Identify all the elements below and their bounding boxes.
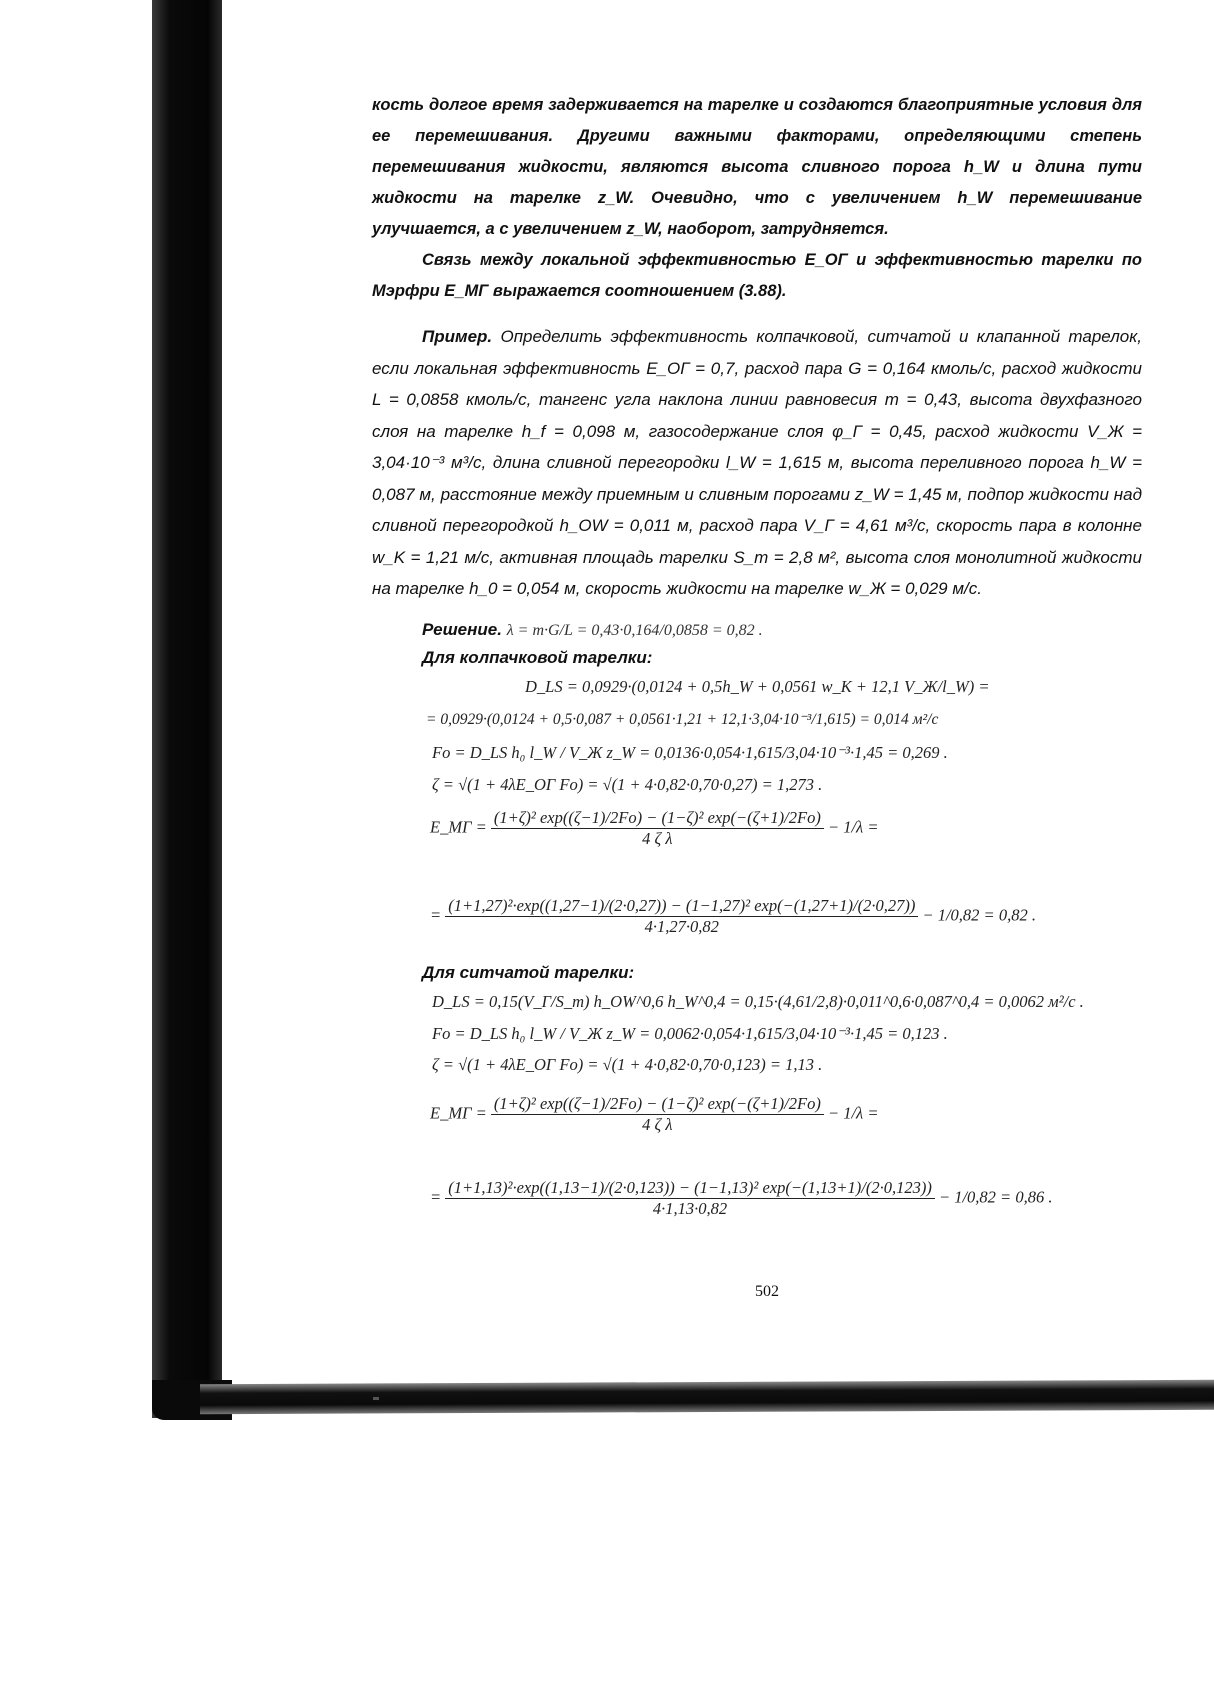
emg-denominator: 4 ζ λ: [642, 829, 673, 848]
page-number: 502: [755, 1283, 779, 1300]
solution-line: [422, 620, 763, 640]
bubble-cap-dls-2: = 0,0929·(0,0124 + 0,5·0,087 + 0,0561·1,21 + 12,1·3,04·10⁻³/1,615) = 0,014 м²/с: [426, 711, 939, 728]
emg-fraction: [491, 808, 824, 849]
calc-denominator: 4·1,27·0,82: [644, 917, 719, 936]
scan-speck: [373, 1397, 379, 1400]
equals-sign: =: [430, 1187, 442, 1207]
sieve-dls: D_LS = 0,15(V_Г/S_т) h_OW^0,6 h_W^0,4 = 0,15·(4,61/2,8)·0,011^0,6·0,087^0,4 = 0,0062 м²/с .: [432, 992, 1084, 1011]
bubble-cap-zeta: ζ = √(1 + 4λE_OГ Fo) = √(1 + 4·0,82·0,70·0,27) = 1,273 .: [432, 775, 823, 794]
example-label: Пример.: [422, 327, 493, 346]
bubble-cap-emg-formula: [430, 808, 878, 849]
sieve-heading: Для ситчатой тарелки:: [422, 963, 635, 982]
emg-numerator: (1+ζ)² exp((ζ−1)/2Fo) − (1−ζ)² exp(−(ζ+1)/2Fo): [491, 1094, 824, 1115]
emg-lhs: E_MГ =: [430, 817, 487, 837]
equals-sign: =: [430, 905, 442, 925]
calc-numerator: (1+1,13)²·exp((1,13−1)/(2·0,123)) − (1−1,13)² exp(−(1,13+1)/(2·0,123)): [445, 1178, 935, 1199]
bubble-cap-emg-calc: [430, 896, 1036, 937]
emg-numerator: (1+ζ)² exp((ζ−1)/2Fo) − (1−ζ)² exp(−(ζ+1)/2Fo): [491, 808, 824, 829]
intro-paragraph-2: Связь между локальной эффективностью E_OГ и эффективностью тарелки по Мэрфри E_MГ выражается соотношением (3.88).: [372, 251, 1142, 300]
emg-fraction: [491, 1094, 824, 1135]
calc-denominator: 4·1,13·0,82: [652, 1199, 728, 1218]
bubble-cap-fo: Fo = D_LS h₀ l_W / V_Ж z_W = 0,0136·0,054·1,615/3,04·10⁻³·1,45 = 0,269 .: [432, 743, 948, 762]
scan-shadow-left: [152, 0, 222, 1418]
sieve-emg-calc: [430, 1178, 1052, 1219]
page-content: [372, 90, 1142, 605]
emg-denominator: 4 ζ λ: [642, 1115, 673, 1134]
sieve-fo: Fo = D_LS h₀ l_W / V_Ж z_W = 0,0062·0,054·1,615/3,04·10⁻³·1,45 = 0,123 .: [432, 1024, 948, 1043]
emg-tail: − 1/λ =: [827, 1103, 879, 1123]
emg-lhs: E_MГ =: [430, 1103, 487, 1123]
sieve-emg-formula: [430, 1094, 878, 1135]
bubble-cap-dls-1: D_LS = 0,0929·(0,0124 + 0,5h_W + 0,0561 w_K + 12,1 V_Ж/l_W) =: [525, 677, 990, 696]
intro-paragraph-1: кость долгое время задерживается на тарелке и создаются благоприятные условия для ее перемешивания. Другими важными факторами, определяющими степень перемешивания жидкости, являются высота сливного порога h_W и длина пути жидкости на тарелке z_W. Очевидно, что с увеличением h_W перемешивание улучшается, а с увеличением z_W, наоборот, затрудняется.: [372, 96, 1142, 238]
example-paragraph: [372, 321, 1142, 605]
solution-label: Решение.: [422, 620, 502, 639]
calc-tail: − 1/0,82 = 0,86 .: [938, 1187, 1053, 1207]
scan-shadow-bottom: [200, 1380, 1214, 1414]
calc-fraction: [445, 896, 918, 937]
example-text: Определить эффективность колпачковой, ситчатой и клапанной тарелок, если локальная эффективность E_OГ = 0,7, расход пара G = 0,164 кмоль/с, расход жидкости L = 0,0858 кмоль/с, тангенс угла наклона линии равновесия m = 0,43, высота двухфазного слоя на тарелке h_f = 0,098 м, газосодержание слоя φ_Г = 0,45, расход жидкости V_Ж = 3,04·10⁻³ м³/с, длина сливной перегородки l_W = 1,615 м, высота переливного порога h_W = 0,087 м, расстояние между приемным и сливным порогами z_W = 1,45 м, подпор жидкости над сливной перегородкой h_OW = 0,011 м, расход пара V_Г = 4,61 м³/с, скорость пара в колонне w_K = 1,21 м/с, активная площадь тарелки S_т = 2,8 м², высота слоя монолитной жидкости на тарелке h_0 = 0,054 м, скорость жидкости на тарелке w_Ж = 0,029 м/с.: [372, 327, 1142, 598]
emg-tail: − 1/λ =: [827, 817, 879, 837]
calc-fraction: [445, 1178, 935, 1219]
calc-numerator: (1+1,27)²·exp((1,27−1)/(2·0,27)) − (1−1,27)² exp(−(1,27+1)/(2·0,27)): [445, 896, 918, 917]
bubble-cap-heading: Для колпачковой тарелки:: [422, 648, 653, 667]
calc-tail: − 1/0,82 = 0,82 .: [922, 905, 1036, 925]
lambda-equation: λ = m·G/L = 0,43·0,164/0,0858 = 0,82 .: [506, 622, 763, 639]
sieve-zeta: ζ = √(1 + 4λE_OГ Fo) = √(1 + 4·0,82·0,70·0,123) = 1,13 .: [432, 1055, 823, 1074]
